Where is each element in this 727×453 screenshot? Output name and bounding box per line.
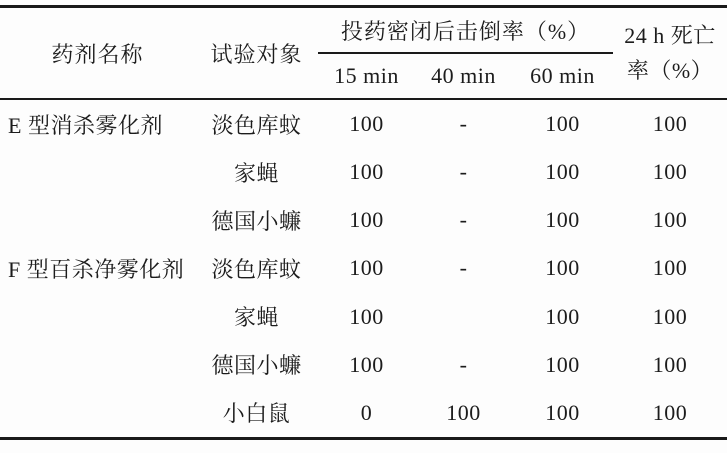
cell-knockdown-15min: 100	[349, 159, 384, 185]
cell-knockdown-60min: 100	[545, 159, 580, 185]
cell-test-subject: 德国小蠊	[211, 208, 302, 234]
cell-test-subject: 小白鼠	[222, 401, 291, 427]
cell-drug-name: F 型百杀净雾化剂	[8, 256, 185, 282]
cell-knockdown-60min: 100	[545, 255, 580, 281]
cell-knockdown-15min: 0	[360, 399, 373, 425]
cell-24h-mortality: 100	[652, 255, 688, 281]
cell-knockdown-40min	[415, 293, 512, 341]
cell-24h-mortality: 100	[652, 399, 688, 425]
cell-24h-mortality: 100	[652, 351, 688, 377]
table-header	[0, 8, 727, 98]
cell-knockdown-15min: 100	[349, 111, 384, 137]
header-24h-mortality	[613, 8, 727, 98]
cell-test-subject: 淡色库蚊	[211, 112, 302, 138]
cell-drug-name	[0, 293, 195, 341]
cell-drug-name	[0, 341, 195, 389]
header-sub-15min: 15 min	[334, 63, 399, 88]
cell-drug-name	[0, 196, 195, 244]
cell-24h-mortality: 100	[652, 303, 688, 329]
cell-knockdown-40min: -	[459, 351, 468, 377]
cell-knockdown-60min: 100	[545, 207, 580, 233]
table-body	[0, 100, 727, 437]
cell-24h-mortality: 100	[652, 207, 688, 233]
cell-knockdown-40min: -	[459, 111, 468, 137]
cell-knockdown-60min: 100	[545, 399, 580, 425]
cell-24h-mortality: 100	[652, 159, 688, 185]
table-bottom-rule	[0, 437, 727, 440]
header-sub-60min: 60 min	[530, 63, 595, 88]
header-subcolumns	[318, 54, 613, 98]
cell-test-subject: 家蝇	[233, 305, 279, 331]
header-sub-40min: 40 min	[431, 63, 496, 88]
cell-knockdown-60min: 100	[545, 351, 580, 377]
cell-knockdown-60min: 100	[545, 111, 580, 137]
header-drug-name: 药剂名称	[51, 41, 144, 67]
cell-test-subject: 淡色库蚊	[211, 256, 302, 282]
header-24h-mortality-line2: 率（%）	[626, 58, 714, 83]
cell-test-subject: 家蝇	[233, 160, 279, 186]
cell-knockdown-40min: -	[459, 255, 468, 281]
cell-knockdown-60min: 100	[545, 303, 580, 329]
header-knockdown-group: 投药密闭后击倒率（%）	[318, 8, 613, 54]
cell-knockdown-40min: -	[459, 159, 468, 185]
cell-knockdown-15min: 100	[349, 207, 384, 233]
header-test-subject: 试验对象	[210, 41, 303, 67]
cell-drug-name	[0, 389, 195, 437]
cell-drug-name: E 型消杀雾化剂	[8, 112, 163, 138]
cell-knockdown-15min: 100	[349, 303, 384, 329]
cell-test-subject: 德国小蠊	[211, 353, 302, 379]
cell-24h-mortality: 100	[652, 111, 688, 137]
cell-knockdown-40min: -	[459, 207, 468, 233]
header-24h-mortality-line1: 24 h 死亡	[624, 23, 716, 48]
cell-knockdown-15min: 100	[349, 351, 384, 377]
cell-drug-name	[0, 148, 195, 196]
cell-knockdown-15min: 100	[349, 255, 384, 281]
cell-knockdown-40min: 100	[446, 399, 481, 425]
